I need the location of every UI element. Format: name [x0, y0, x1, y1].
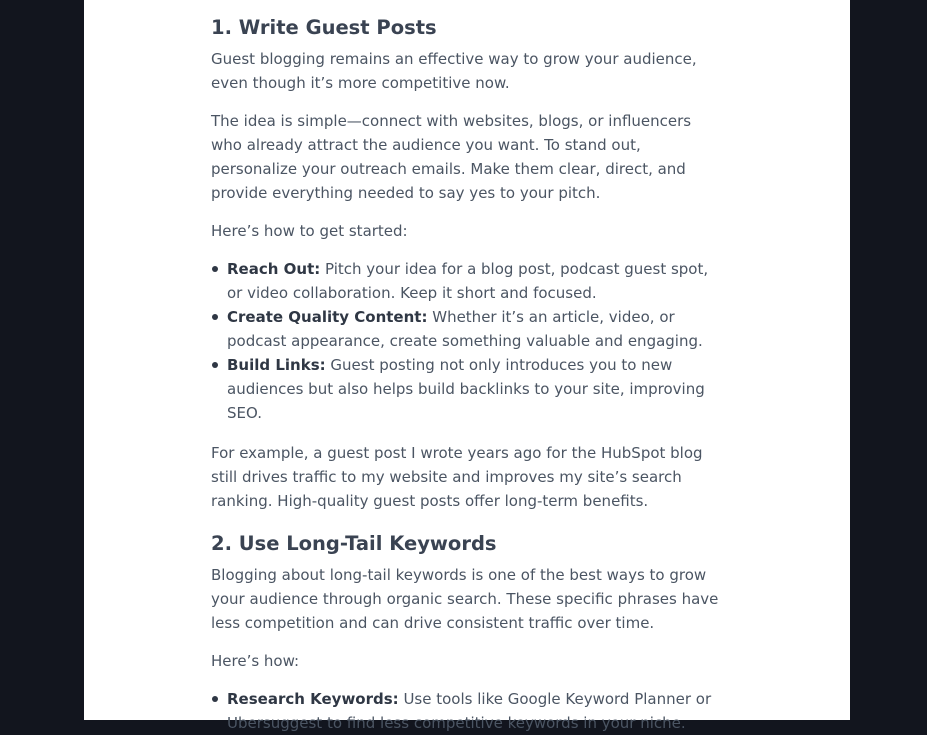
list-item-text: Pitch your idea for a blog post, podcast guest spot, or video collaboration. Keep it short and focused.	[227, 260, 709, 302]
list-item	[227, 687, 725, 735]
paragraph-long-tail-intro: Blogging about long-tail keywords is one of the best ways to grow your audience through organic search. These specific phrases have less competition and can drive consistent traffic over time.	[211, 566, 719, 632]
paragraph-get-started: Here’s how to get started:	[211, 222, 408, 240]
list-item-text: Use tools like Google Keyword Planner or Ubersuggest to find less competitive keywords in your niche.	[227, 690, 712, 732]
paragraph-guest-idea: The idea is simple—connect with websites, blogs, or influencers who already attract the audience you want. To stand out, personalize your outreach emails. Make them clear, direct, and provide everything needed to say yes to your pitch.	[211, 112, 692, 202]
list-item-text: Guest posting not only introduces you to new audiences but also helps build backlinks to your site, improving SEO.	[227, 356, 705, 422]
section-heading-long-tail: 2. Use Long-Tail Keywords	[211, 532, 497, 555]
paragraph-guest-intro: Guest blogging remains an effective way to grow your audience, even though it’s more competitive now.	[211, 50, 697, 92]
list-item-label: Research Keywords:	[227, 690, 399, 708]
article-body	[211, 13, 725, 735]
list-item	[227, 305, 725, 353]
keyword-steps-list	[211, 687, 725, 735]
article-page	[84, 0, 850, 732]
list-item	[227, 353, 725, 425]
paragraph-hubspot-example: For example, a guest post I wrote years ago for the HubSpot blog still drives traffic to my website and improves my site’s search ranking. High-quality guest posts offer long-term benefits.	[211, 444, 703, 510]
list-item-label: Build Links:	[227, 356, 326, 374]
list-item-label: Create Quality Content:	[227, 308, 428, 326]
list-item-text: Whether it’s an article, video, or podcast appearance, create something valuable and engaging.	[227, 308, 703, 350]
section-heading-guest-posts: 1. Write Guest Posts	[211, 16, 437, 39]
guest-post-steps-list	[211, 257, 725, 425]
paragraph-heres-how: Here’s how:	[211, 652, 300, 670]
list-item	[227, 257, 725, 305]
list-item-label: Reach Out:	[227, 260, 321, 278]
